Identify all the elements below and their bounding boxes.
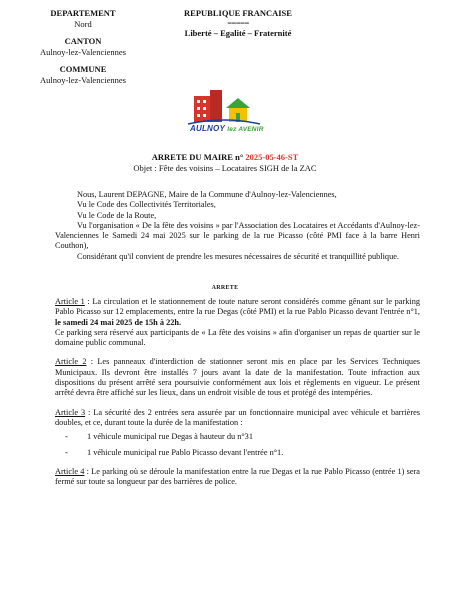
logo-name: AULNOY <box>190 124 225 133</box>
article-1 <box>55 297 420 348</box>
decree-number: 2025-05-46-ST <box>245 152 299 162</box>
article-4-text: : Le parking où se déroule la manifestation entre la rue Degas et la rue Pablo Picasso (entrée 1) sera fermé sur toute sa longueur par des barrières de police. <box>55 466 420 487</box>
article-3 <box>55 408 420 429</box>
logo-wordmark <box>190 124 264 133</box>
logo-building-shape <box>194 96 210 122</box>
preamble-code-route: Vu le Code de la Route, <box>77 210 157 220</box>
logo-subtitle: lez AVENIR <box>227 126 264 133</box>
commune-label: COMMUNE <box>59 64 107 74</box>
list-item: - 1 véhicule municipal rue Degas à hauteur du n°31 <box>65 432 420 442</box>
header-left-block <box>28 8 138 86</box>
decree-subject: Objet : Fête des voisins – Locataires SIGH de la ZAC <box>133 163 317 173</box>
header-separator: ===== <box>227 18 249 28</box>
article-3-list <box>55 432 420 458</box>
republic-heading: REPUBLIQUE FRANCAISE <box>184 8 292 18</box>
article-1-date: le samedi 24 mai 2025 de 15h à 22h. <box>55 317 182 327</box>
article-4-label: Article 4 <box>55 466 85 476</box>
canton-value: Aulnoy-lez-Valenciennes <box>40 47 126 57</box>
article-4 <box>55 467 420 488</box>
article-1-text: : La circulation et le stationnement de toute nature seront considérés comme gênant sur le parking Pablo Picasso sur 12 emplacements, entre la rue Degas (côté PMI) et la rue Pablo Picasso devant l'entrée n°1, <box>55 297 420 317</box>
decree-title-prefix: ARRETE DU MAIRE n° <box>151 152 244 162</box>
list-item: - 1 véhicule municipal rue Pablo Picasso devant l'entrée n°1. <box>65 448 420 458</box>
preamble <box>55 190 420 262</box>
preamble-code-collectivites: Vu le Code des Collectivités Territoriales, <box>77 200 216 210</box>
header-right-block <box>168 8 308 39</box>
preamble-mayor: Nous, Laurent DEPAGNE, Maire de la Commune d'Aulnoy-lez-Valenciennes, <box>77 190 337 199</box>
article-2-text: : Les panneaux d'interdiction de stationner seront mis en place par les Services Techniques Municipaux. Ils devront être installés 7 jours avant la date de la manifestation. Toute infraction aux dispositions du présent arrêté sera poursuivie conformément aux lois et règlements en vigueur. Le présent arrêté devra être affiché sur les lieux, dans un endroit visible de tous et protégé des intempéries. <box>55 357 420 398</box>
preamble-organisation: Vu l'organisation « De la fête des voisins » par l'Association des Locataires et Accédants d'Aulnoy-lez-Valenciennes le Samedi 24 mai 2025 sur le parking de la rue Picasso (côté PMI face à la barre Henri Couthon), <box>55 220 420 251</box>
decree-title <box>0 152 450 163</box>
arrete-heading: ARRETE <box>211 285 239 291</box>
article-3-label: Article 3 <box>55 407 86 417</box>
departement-value: Nord <box>74 19 92 29</box>
articles-section <box>55 297 420 496</box>
article-1-label: Article 1 <box>55 297 85 306</box>
article-2 <box>55 357 420 398</box>
preamble-considerant: Considérant qu'il convient de prendre les mesures nécessaires de sécurité et tranquillité publique. <box>77 251 399 261</box>
logo-house-roof <box>226 98 250 108</box>
article-1-text-2: Ce parking sera réservé aux participants de « La fête des voisins » afin d'organiser un repas de quartier sur le domaine public communal. <box>55 327 420 348</box>
departement-label: DEPARTEMENT <box>50 8 116 18</box>
commune-value: Aulnoy-lez-Valenciennes <box>40 75 126 85</box>
article-3-text: : La sécurité des 2 entrées sera assurée par un fonctionnaire municipal avec véhicule et barrières doubles, et ce, durant toute la durée de la manifestation : <box>55 407 420 427</box>
republic-motto: Liberté – Egalité – Fraternité <box>184 28 292 38</box>
canton-label: CANTON <box>64 36 102 46</box>
article-2-label: Article 2 <box>55 357 87 367</box>
